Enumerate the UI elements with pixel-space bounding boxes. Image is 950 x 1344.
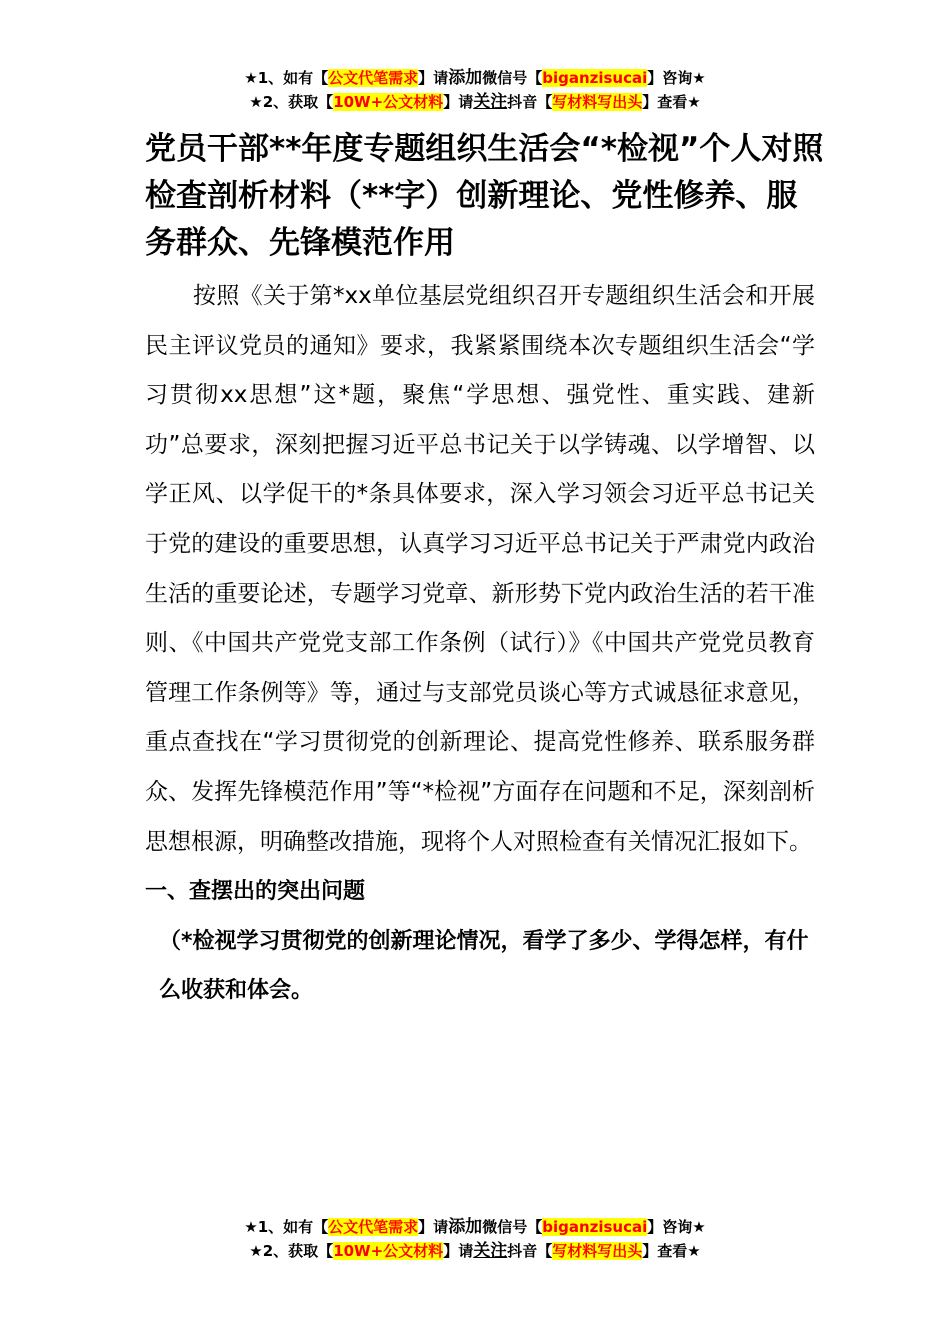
highlight-wechat-id: biganzisucai xyxy=(542,69,648,87)
banner-line-2: ★2、获取【10W+公文材料】请关注抖音【写材料写出头】查看★ xyxy=(249,1241,701,1261)
section-heading: 一、查摆出的突出问题 xyxy=(145,879,366,905)
highlight-materials: 10W+公文材料 xyxy=(333,93,444,111)
top-promo-banner xyxy=(0,66,950,114)
banner-line-1: ★1、如有【公文代笔需求】请添加微信号【biganzisucai】咨询★ xyxy=(244,1217,706,1237)
highlight-douyin-account: 写材料写出头 xyxy=(552,93,643,111)
highlight-service: 公文代笔需求 xyxy=(328,69,419,87)
document-body xyxy=(145,272,815,1016)
document-title: 党员干部**年度专题组织生活会“*检视”个人对照检查剖析材料（**字）创新理论、党性修养、服务群众、先锋模范作用 xyxy=(145,131,824,261)
highlight-materials: 10W+公文材料 xyxy=(333,1242,444,1260)
intro-paragraph: 按照《关于第*xx单位基层党组织召开专题组织生活会和开展民主评议党员的通知》要求，我紧紧围绕本次专题组织生活会“学习贯彻xx思想”这*题，聚焦“学思想、强党性、重实践、建新功”总要求，深刻把握习近平总书记关于以学铸魂、以学增智、以学正风、以学促干的*条具体要求，深入学习领会习近平总书记关于党的建设的重要思想，认真学习习近平总书记关于严肃党内政治生活的重要论述，专题学习党章、新形势下党内政治生活的若干准则、《中国共产党党支部工作条例（试行）》《中国共产党党员教育管理工作条例等》等，通过与支部党员谈心等方式诚恳征求意见，重点查找在“学习贯彻党的创新理论、提高党性修养、联系服务群众、发挥先锋模范作用”等“*检视”方面存在问题和不足，深刻剖析思想根源，明确整改措施，现将个人对照检查有关情况汇报如下。 xyxy=(145,283,815,855)
bottom-promo-banner xyxy=(0,1215,950,1263)
highlight-douyin-account: 写材料写出头 xyxy=(552,1242,643,1260)
subsection-heading: （*检视学习贯彻党的创新理论情况，看学了多少、学得怎样，有什么收获和体会。 xyxy=(159,928,809,1004)
banner-line-1: ★1、如有【公文代笔需求】请添加微信号【biganzisucai】咨询★ xyxy=(244,68,706,88)
banner-line-2: ★2、获取【10W+公文材料】请关注抖音【写材料写出头】查看★ xyxy=(249,92,701,112)
highlight-service: 公文代笔需求 xyxy=(328,1218,419,1236)
highlight-wechat-id: biganzisucai xyxy=(542,1218,648,1236)
